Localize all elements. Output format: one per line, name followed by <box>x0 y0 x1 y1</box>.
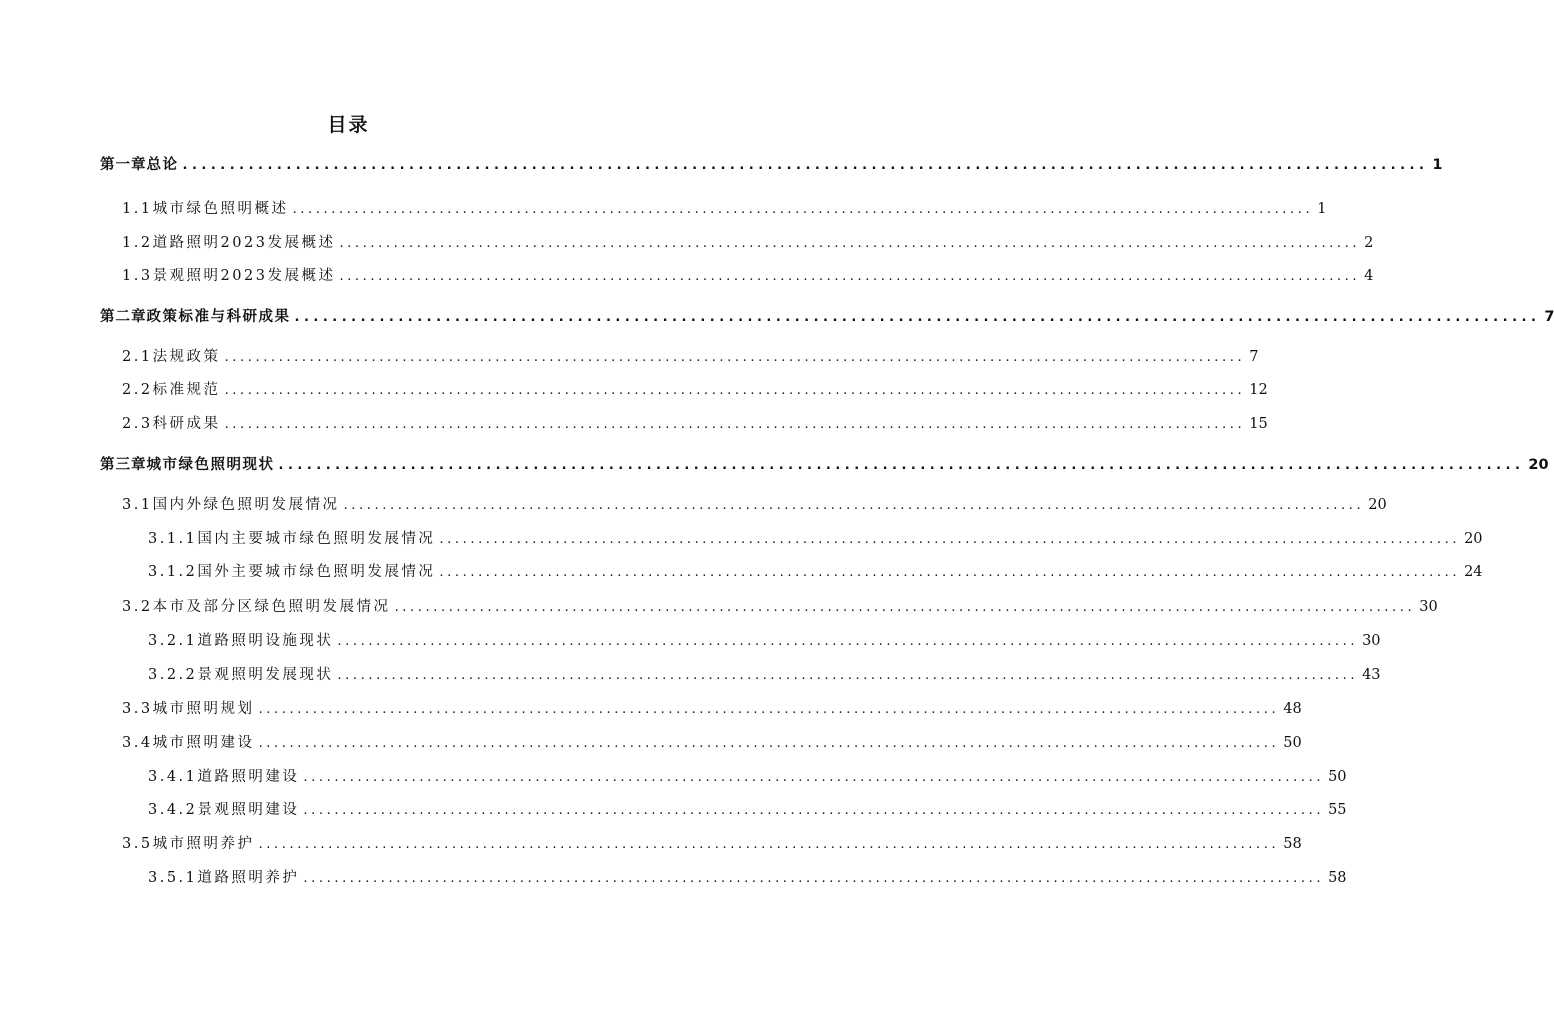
toc-entry-3-2[interactable] <box>122 596 1438 618</box>
toc-entry-leader: .................................................................................................................................... <box>224 350 1246 365</box>
toc-entry-page: 24 <box>1464 564 1483 580</box>
toc-entry-number: 3.4 <box>122 735 153 751</box>
toc-entry-number: 第三章 <box>100 457 147 473</box>
toc-entry-1-1[interactable] <box>122 198 1327 220</box>
toc-entry-title: 城市照明建设 <box>152 735 255 751</box>
toc-entry-page: 1 <box>1432 157 1443 173</box>
toc-entry-3-2-2[interactable] <box>148 664 1381 686</box>
toc-entry-3-5[interactable] <box>122 833 1302 855</box>
toc-entry-page: 12 <box>1249 382 1268 398</box>
toc-entry-title: 景观照明2023发展概述 <box>152 268 336 284</box>
toc-entry-3-5-1[interactable] <box>148 867 1347 889</box>
toc-entry-leader: .................................................................................................................................... <box>258 736 1280 751</box>
toc-entry-page: 15 <box>1249 416 1268 432</box>
toc-entry-leader: .................................................................................................................................... <box>303 803 1325 818</box>
toc-entry-leader: .................................................................................................................................... <box>303 871 1325 886</box>
toc-entry-number: 3.1.2 <box>148 564 198 580</box>
toc-entry-title: 城市照明养护 <box>152 836 255 852</box>
toc-entry-leader: .................................................................................................................................... <box>182 158 1429 173</box>
toc-entry-1-3[interactable] <box>122 265 1374 287</box>
toc-entry-title: 道路照明2023发展概述 <box>152 235 336 251</box>
toc-entry-leader: .................................................................................................................................... <box>394 600 1416 615</box>
toc-entry-chapter-2[interactable] <box>100 306 1554 328</box>
toc-entry-2-3[interactable] <box>122 413 1268 435</box>
toc-entry-number: 2.1 <box>122 349 153 365</box>
toc-entry-page: 55 <box>1328 802 1347 818</box>
toc-title: 目录 <box>327 114 370 136</box>
toc-entry-number: 1.2 <box>122 235 153 251</box>
toc-entry-leader: .................................................................................................................................... <box>258 702 1280 717</box>
toc-entry-leader: .................................................................................................................................... <box>337 634 1359 649</box>
toc-entry-leader: .................................................................................................................................... <box>224 383 1246 398</box>
toc-entry-number: 第二章 <box>100 309 147 325</box>
toc-entry-title: 城市绿色照明概述 <box>152 201 289 217</box>
toc-entry-3-1[interactable] <box>122 494 1387 516</box>
toc-entry-2-2[interactable] <box>122 379 1268 401</box>
toc-entry-title: 本市及部分区绿色照明发展情况 <box>152 599 391 615</box>
toc-entry-title: 国外主要城市绿色照明发展情况 <box>197 564 436 580</box>
toc-entry-page: 20 <box>1368 497 1387 513</box>
toc-entry-3-1-2[interactable] <box>148 561 1483 583</box>
toc-entry-number: 3.3 <box>122 701 153 717</box>
toc-entry-leader: .................................................................................................................................... <box>337 668 1359 683</box>
toc-entry-3-4-1[interactable] <box>148 766 1347 788</box>
toc-entry-number: 3.1.1 <box>148 531 198 547</box>
toc-entry-page: 50 <box>1283 735 1302 751</box>
toc-entry-leader: .................................................................................................................................... <box>294 310 1541 325</box>
toc-entry-page: 7 <box>1249 349 1259 365</box>
toc-entry-page: 7 <box>1544 309 1554 325</box>
toc-entry-number: 3.4.1 <box>148 769 198 785</box>
toc-entry-leader: .................................................................................................................................... <box>343 498 1365 513</box>
toc-entry-leader: .................................................................................................................................... <box>339 236 1361 251</box>
toc-entry-page: 2 <box>1364 235 1374 251</box>
toc-entry-leader: .................................................................................................................................... <box>258 837 1280 852</box>
toc-entry-number: 2.2 <box>122 382 153 398</box>
toc-entry-leader: .................................................................................................................................... <box>292 202 1314 217</box>
toc-entry-chapter-3[interactable] <box>100 454 1549 476</box>
toc-entry-title: 标准规范 <box>152 382 221 398</box>
toc-entry-3-4-2[interactable] <box>148 799 1347 821</box>
toc-entry-page: 20 <box>1464 531 1483 547</box>
toc-entry-number: 3.4.2 <box>148 802 198 818</box>
toc-entry-3-3[interactable] <box>122 698 1302 720</box>
toc-entry-title: 景观照明建设 <box>197 802 300 818</box>
toc-entry-leader: .................................................................................................................................... <box>339 269 1361 284</box>
toc-entry-title: 政策标准与科研成果 <box>146 309 291 325</box>
toc-entry-title: 国内主要城市绿色照明发展情况 <box>197 531 436 547</box>
toc-entry-page: 30 <box>1419 599 1438 615</box>
toc-entry-leader: .................................................................................................................................... <box>439 532 1461 547</box>
toc-entry-number: 3.2.1 <box>148 633 198 649</box>
toc-entry-3-4[interactable] <box>122 732 1302 754</box>
toc-entry-1-2[interactable] <box>122 232 1374 254</box>
toc-entry-page: 58 <box>1328 870 1347 886</box>
toc-entry-number: 3.2.2 <box>148 667 198 683</box>
toc-entry-page: 20 <box>1528 457 1549 473</box>
toc-entry-3-1-1[interactable] <box>148 528 1483 550</box>
toc-entry-title: 道路照明设施现状 <box>197 633 334 649</box>
toc-entry-title: 道路照明养护 <box>197 870 300 886</box>
toc-entry-title: 国内外绿色照明发展情况 <box>152 497 340 513</box>
toc-entry-title: 景观照明发展现状 <box>197 667 334 683</box>
toc-entry-page: 30 <box>1362 633 1381 649</box>
toc-entry-page: 43 <box>1362 667 1381 683</box>
toc-entry-number: 3.2 <box>122 599 153 615</box>
toc-entry-title: 城市绿色照明现状 <box>146 457 275 473</box>
toc-entry-number: 3.5.1 <box>148 870 198 886</box>
toc-entry-number: 1.3 <box>122 268 153 284</box>
toc-entry-title: 总论 <box>146 157 179 173</box>
toc-entry-leader: .................................................................................................................................... <box>439 565 1461 580</box>
toc-entry-number: 3.5 <box>122 836 153 852</box>
toc-entry-chapter-1[interactable] <box>100 154 1443 176</box>
toc-entry-number: 3.1 <box>122 497 153 513</box>
toc-entry-title: 科研成果 <box>152 416 221 432</box>
toc-entry-page: 58 <box>1283 836 1302 852</box>
toc-entry-leader: .................................................................................................................................... <box>303 770 1325 785</box>
toc-entry-page: 50 <box>1328 769 1347 785</box>
toc-entry-leader: .................................................................................................................................... <box>278 458 1525 473</box>
toc-entry-page: 48 <box>1283 701 1302 717</box>
toc-entry-page: 4 <box>1364 268 1374 284</box>
toc-entry-number: 2.3 <box>122 416 153 432</box>
toc-entry-3-2-1[interactable] <box>148 630 1381 652</box>
toc-entry-title: 城市照明规划 <box>152 701 255 717</box>
toc-entry-page: 1 <box>1317 201 1327 217</box>
toc-entry-title: 法规政策 <box>152 349 221 365</box>
toc-entry-2-1[interactable] <box>122 346 1259 368</box>
toc-entry-number: 第一章 <box>100 157 147 173</box>
toc-entry-number: 1.1 <box>122 201 153 217</box>
toc-entry-title: 道路照明建设 <box>197 769 300 785</box>
toc-entry-leader: .................................................................................................................................... <box>224 417 1246 432</box>
